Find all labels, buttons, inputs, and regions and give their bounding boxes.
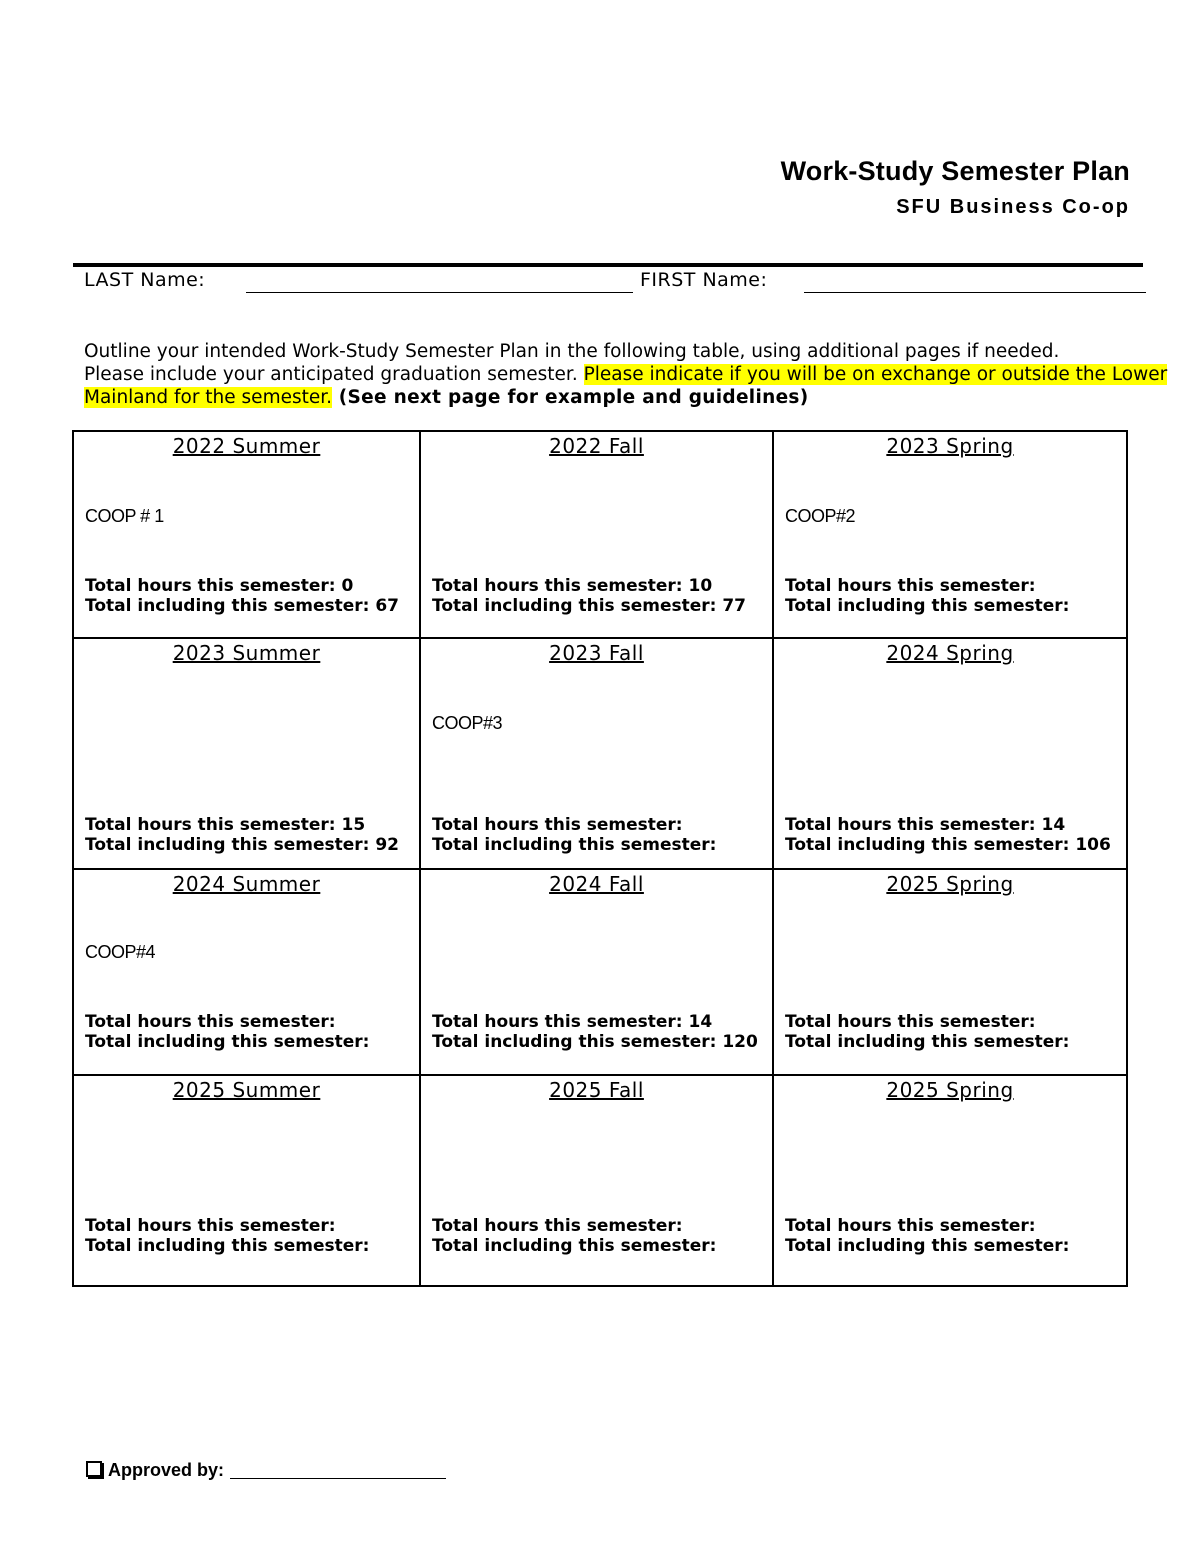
semester-cell xyxy=(421,1076,772,1285)
semester-title: 2022 Summer xyxy=(172,434,321,458)
semester-totals xyxy=(432,576,768,616)
total-including-semester: Total including this semester: xyxy=(785,596,1070,616)
semester-totals xyxy=(432,1216,768,1256)
hours-this-semester: Total hours this semester: xyxy=(432,815,683,835)
total-including-semester: Total including this semester: xyxy=(785,1236,1070,1256)
semester-totals xyxy=(785,576,1122,616)
approved-by-field[interactable] xyxy=(230,1478,446,1479)
semester-cell xyxy=(74,432,419,637)
semester-title: 2024 Fall xyxy=(549,872,644,896)
semester-cell xyxy=(774,432,1126,637)
semester-plan-table xyxy=(72,430,1128,1287)
last-name-field[interactable] xyxy=(246,292,633,293)
hours-this-semester: Total hours this semester: xyxy=(85,1216,336,1236)
total-including-semester: Total including this semester: xyxy=(785,1032,1070,1052)
instructions-bold-note: (See next page for example and guidelines) xyxy=(332,387,809,408)
total-including-semester: Total including this semester: 106 xyxy=(785,835,1111,855)
semester-cell xyxy=(74,639,419,868)
semester-note: COOP # 1 xyxy=(85,506,164,526)
instructions-text-1: Outline your intended Work-Study Semester Plan in the following table, using additional pages if needed. xyxy=(84,341,1060,362)
hours-this-semester: Total hours this semester: xyxy=(432,1216,683,1236)
semester-note: COOP#4 xyxy=(85,942,156,962)
semester-title: 2024 Spring xyxy=(886,641,1014,665)
semester-title: 2023 Fall xyxy=(549,641,644,665)
instructions-highlight: Please indicate if you will be on exchange or outside the Lower Mainland for the semester. xyxy=(84,364,1168,408)
semester-cell xyxy=(774,1076,1126,1285)
semester-totals xyxy=(432,815,768,855)
hours-this-semester: Total hours this semester: 14 xyxy=(785,815,1066,835)
semester-cell xyxy=(421,432,772,637)
first-name-field[interactable] xyxy=(804,292,1146,293)
semester-title: 2025 Summer xyxy=(172,1078,321,1102)
semester-cell xyxy=(74,870,419,1074)
document-subtitle: SFU Business Co-op xyxy=(896,196,1130,218)
semester-title: 2025 Spring xyxy=(886,1078,1014,1102)
semester-totals xyxy=(432,1012,768,1052)
checkbox-icon[interactable] xyxy=(86,1461,102,1477)
total-including-semester: Total including this semester: 67 xyxy=(85,596,400,616)
total-including-semester: Total including this semester: xyxy=(85,1236,370,1256)
header-rule xyxy=(73,263,1143,267)
last-name-label: LAST Name: xyxy=(84,269,206,291)
hours-this-semester: Total hours this semester: xyxy=(785,576,1036,596)
semester-totals xyxy=(785,815,1122,855)
semester-cell xyxy=(421,639,772,868)
approved-by-label: Approved by: xyxy=(108,1460,225,1480)
total-including-semester: Total including this semester: xyxy=(85,1032,370,1052)
approval-section xyxy=(86,1460,446,1481)
semester-title: 2025 Spring xyxy=(886,872,1014,896)
semester-cell xyxy=(74,1076,419,1285)
instructions-text-2: Please include your anticipated graduation semester. xyxy=(84,364,584,385)
hours-this-semester: Total hours this semester: xyxy=(85,1012,336,1032)
semester-totals xyxy=(85,1012,415,1052)
total-including-semester: Total including this semester: xyxy=(432,1236,717,1256)
document-title: Work-Study Semester Plan xyxy=(780,156,1130,186)
semester-title: 2025 Fall xyxy=(549,1078,644,1102)
semester-totals xyxy=(85,1216,415,1256)
semester-totals xyxy=(785,1012,1122,1052)
total-including-semester: Total including this semester: 120 xyxy=(432,1032,758,1052)
total-including-semester: Total including this semester: 92 xyxy=(85,835,400,855)
name-fields xyxy=(84,268,1154,298)
semester-totals xyxy=(85,815,415,855)
hours-this-semester: Total hours this semester: 10 xyxy=(432,576,713,596)
instructions xyxy=(84,340,1184,409)
semester-title: 2024 Summer xyxy=(172,872,321,896)
semester-cell xyxy=(421,870,772,1074)
semester-cell xyxy=(774,870,1126,1074)
hours-this-semester: Total hours this semester: xyxy=(785,1012,1036,1032)
total-including-semester: Total including this semester: xyxy=(432,835,717,855)
semester-cell xyxy=(774,639,1126,868)
hours-this-semester: Total hours this semester: 14 xyxy=(432,1012,713,1032)
total-including-semester: Total including this semester: 77 xyxy=(432,596,747,616)
semester-totals xyxy=(785,1216,1122,1256)
semester-title: 2022 Fall xyxy=(549,434,644,458)
hours-this-semester: Total hours this semester: 15 xyxy=(85,815,366,835)
semester-title: 2023 Spring xyxy=(886,434,1014,458)
semester-totals xyxy=(85,576,415,616)
first-name-label: FIRST Name: xyxy=(640,269,768,291)
semester-note: COOP#3 xyxy=(432,713,503,733)
semester-title: 2023 Summer xyxy=(172,641,321,665)
semester-note: COOP#2 xyxy=(785,506,856,526)
hours-this-semester: Total hours this semester: xyxy=(785,1216,1036,1236)
hours-this-semester: Total hours this semester: 0 xyxy=(85,576,354,596)
